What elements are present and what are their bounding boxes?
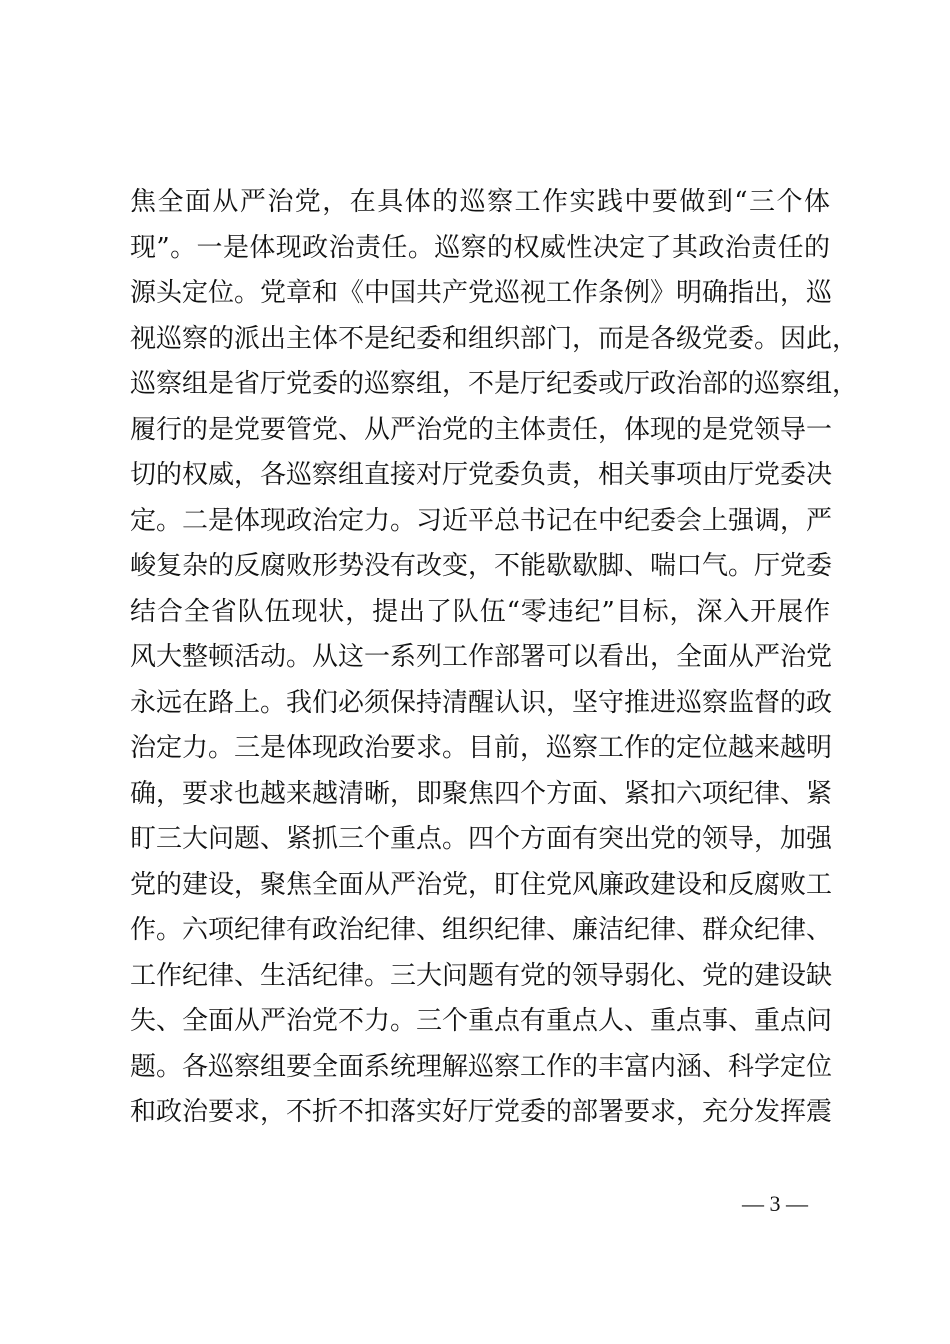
- text-line: 作。六项纪律有政治纪律、组织纪律、廉洁纪律、群众纪律、: [130, 915, 833, 945]
- text-line: 和政治要求，不折不扣落实好厅党委的部署要求，充分发挥震: [130, 1097, 833, 1127]
- text-line: 工作纪律、生活纪律。三大问题有党的领导弱化、党的建设缺: [130, 960, 833, 991]
- text-line: 定。二是体现政治定力。习近平总书记在中纪委会上强调，严: [130, 505, 833, 536]
- text-line: 党的建设，聚焦全面从严治党，盯住党风廉政建设和反腐败工: [130, 869, 833, 900]
- page-number: — 3 —: [742, 1191, 808, 1216]
- text-line: 结合全省队伍现状，提出了队伍“零违纪”目标，深入开展作: [130, 596, 830, 627]
- text-line: 巡察组是省厅党委的巡察组，不是厅纪委或厅政治部的巡察组，: [130, 369, 859, 399]
- text-line: 风大整顿活动。从这一系列工作部署可以看出，全面从严治党: [130, 642, 833, 672]
- text-line: 失、全面从严治党不力。三个重点有重点人、重点事、重点问: [130, 1006, 833, 1036]
- text-line: 盯三大问题、紧抓三个重点。四个方面有突出党的领导，加强: [130, 824, 833, 854]
- text-line: 切的权威，各巡察组直接对厅党委负责，相关事项由厅党委决: [130, 460, 833, 490]
- text-line: 题。各巡察组要全面系统理解巡察工作的丰富内涵、科学定位: [130, 1051, 833, 1082]
- text-line: 视巡察的派出主体不是纪委和组织部门，而是各级党委。因此，: [130, 323, 859, 354]
- text-line: 确，要求也越来越清晰，即聚焦四个方面、紧扣六项纪律、紧: [130, 778, 833, 809]
- text-line: 永远在路上。我们必须保持清醒认识，坚守推进巡察监督的政: [130, 687, 833, 718]
- text-line: 治定力。三是体现政治要求。目前，巡察工作的定位越来越明: [130, 733, 833, 763]
- body-text: [130, 180, 859, 1136]
- text-line: 现”。一是体现政治责任。巡察的权威性决定了其政治责任的: [130, 232, 830, 263]
- text-line: 源头定位。党章和《中国共产党巡视工作条例》明确指出，巡: [130, 278, 833, 308]
- text-line: 峻复杂的反腐败形势没有改变，不能歇歇脚、喘口气。厅党委: [130, 551, 833, 581]
- text-line: 履行的是党要管党、从严治党的主体责任，体现的是党领导一: [130, 414, 833, 445]
- text-line: 焦全面从严治党，在具体的巡察工作实践中要做到“三个体: [130, 187, 830, 217]
